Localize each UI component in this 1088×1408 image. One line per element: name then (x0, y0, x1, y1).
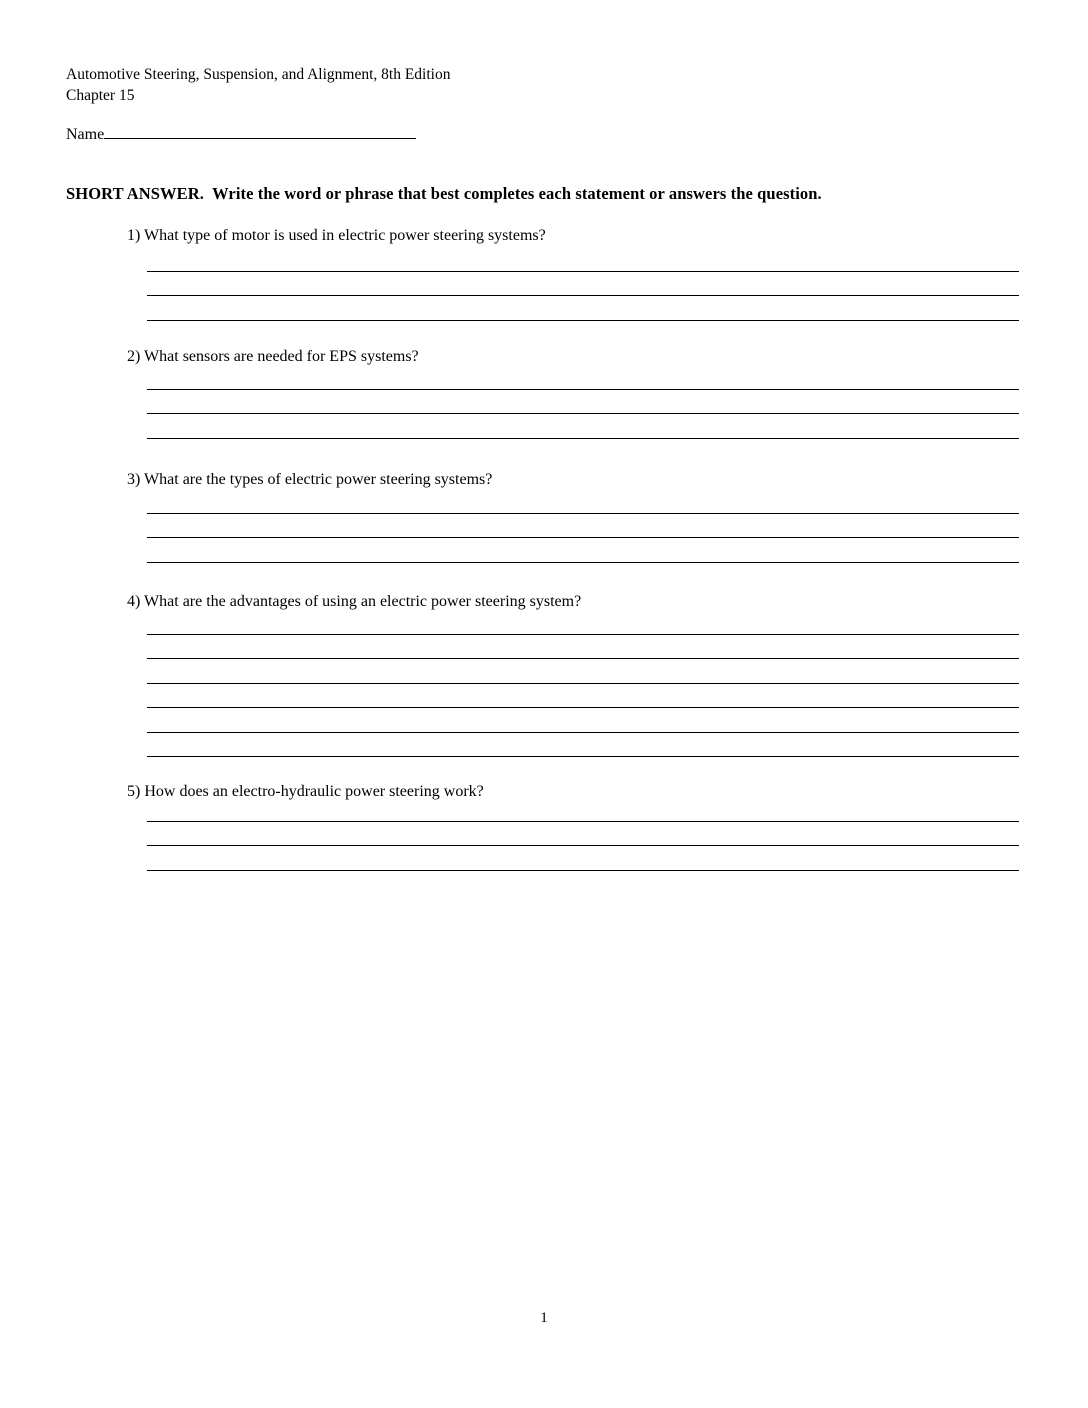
question-text: How does an electro-hydraulic power steering work? (144, 783, 484, 800)
question-2-answer-lines (147, 365, 1019, 439)
question-1-answer-lines (147, 247, 1019, 321)
answer-line (147, 514, 1019, 539)
page-number: 1 (540, 1310, 548, 1326)
answer-line (147, 822, 1019, 847)
question-2-label (127, 347, 1027, 367)
question-4-label (127, 592, 1027, 612)
section-heading: SHORT ANSWER. Write the word or phrase that best completes each statement or answers the question. (66, 184, 822, 203)
question-text: What type of motor is used in electric power steering systems? (144, 227, 546, 244)
name-label: Name (66, 126, 105, 143)
name-blank-line (104, 122, 416, 139)
chapter-label: Chapter 15 (66, 87, 135, 104)
answer-line (147, 797, 1019, 822)
question-text: What sensors are needed for EPS systems? (144, 348, 419, 365)
question-5-answer-lines (147, 797, 1019, 871)
question-number: 4) (127, 593, 141, 610)
question-number: 1) (127, 227, 141, 244)
answer-line (147, 414, 1019, 439)
answer-line (147, 247, 1019, 272)
answer-line (147, 365, 1019, 390)
question-4-answer-lines (147, 610, 1019, 757)
question-text: What are the advantages of using an electric power steering system? (144, 593, 582, 610)
answer-line (147, 296, 1019, 321)
answer-line (147, 489, 1019, 514)
question-number: 3) (127, 471, 141, 488)
answer-line (147, 390, 1019, 415)
question-number: 5) (127, 783, 141, 800)
answer-line (147, 538, 1019, 563)
answer-line (147, 610, 1019, 635)
question-3-label (127, 470, 1027, 490)
document-header (66, 64, 450, 106)
question-3-answer-lines (147, 489, 1019, 563)
question-text: What are the types of electric power steering systems? (144, 471, 493, 488)
answer-line (147, 708, 1019, 733)
name-field-row (66, 122, 416, 144)
answer-line (147, 272, 1019, 297)
question-1-label (127, 226, 1027, 246)
answer-line (147, 733, 1019, 758)
answer-line (147, 684, 1019, 709)
document-title: Automotive Steering, Suspension, and Alignment, 8th Edition (66, 66, 451, 83)
answer-line (147, 659, 1019, 684)
question-number: 2) (127, 348, 141, 365)
answer-line (147, 846, 1019, 871)
answer-line (147, 635, 1019, 660)
